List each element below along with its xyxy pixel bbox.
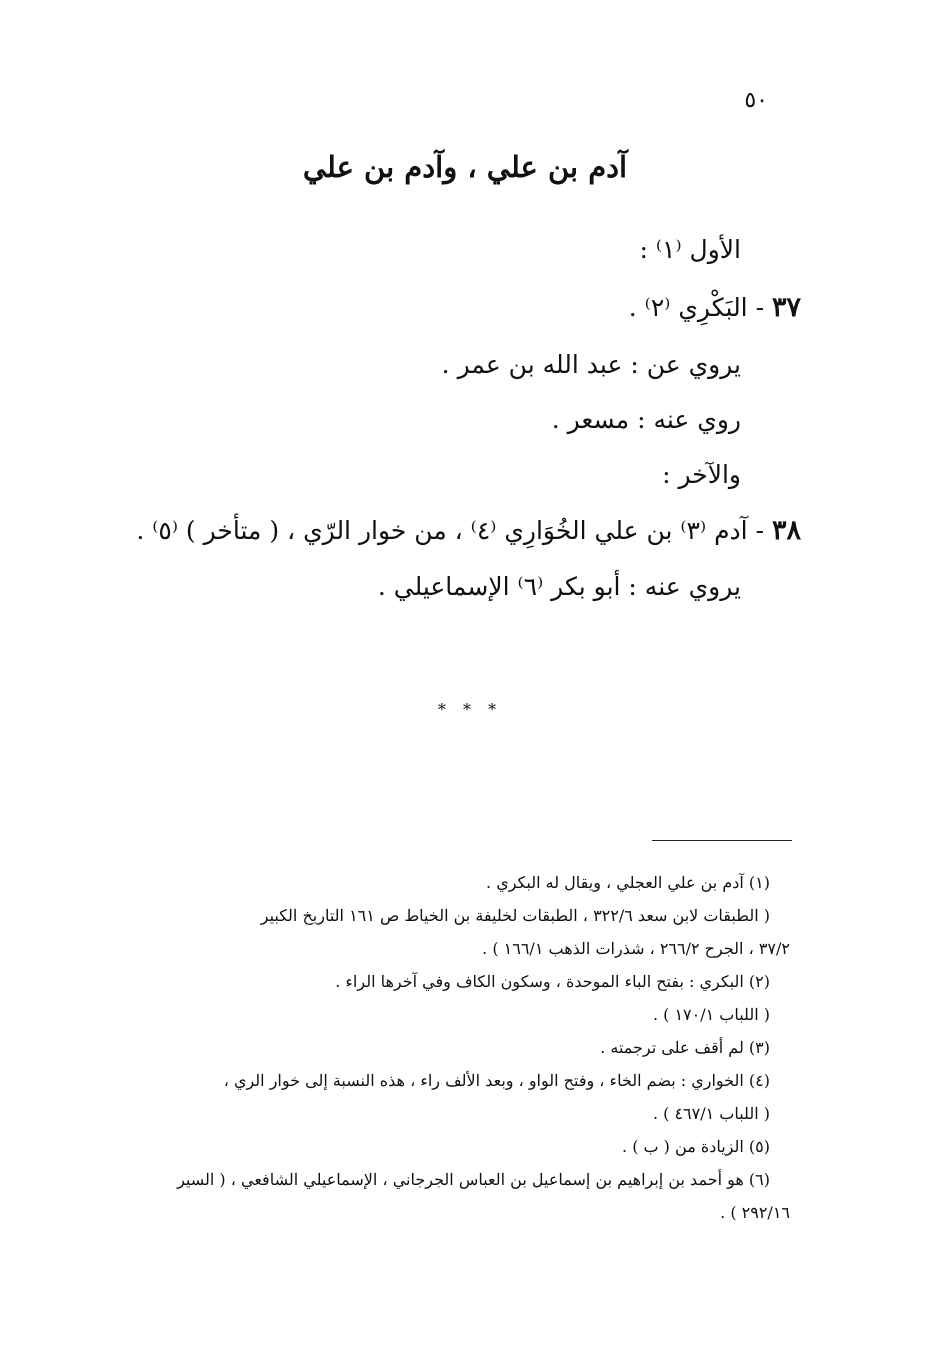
footnote-1-ref: ( الطبقات لابن سعد ٣٢٢/٦ ، الطبقات لخليفة بن الخياط ص ١٦١ التاريخ الكبير — [260, 906, 770, 925]
footnote-1: (١) آدم بن علي العجلي ، ويقال له البكري . — [486, 873, 770, 892]
entry-37 — [629, 292, 801, 323]
footnotes — [110, 866, 790, 1229]
entry-number-38: ٣٨ — [771, 515, 801, 546]
section-separator: * * * — [437, 700, 503, 719]
footnote-4: (٤) الخواري : بضم الخاء ، وفتح الواو ، وبعد الألف راء ، هذه النسبة إلى خوار الري ، — [223, 1071, 770, 1090]
footnote-6: (٦) هو أحمد بن إبراهيم بن إسماعيل بن العباس الجرجاني ، الإسماعيلي الشافعي ، ( السير — [177, 1170, 770, 1189]
footnote-1-ref-cont: ٣٧/٢ ، الجرح ٢٦٦/٢ ، شذرات الذهب ١٦٦/١ ) . — [482, 939, 790, 958]
footnote-divider — [652, 840, 792, 841]
footnote-5: (٥) الزيادة من ( ب ) . — [622, 1137, 770, 1156]
entry-number-37: ٣٧ — [771, 292, 801, 323]
entry-title: آدم بن علي ، وآدم بن علي — [302, 150, 628, 184]
footnote-6-cont: ٢٩٢/١٦ ) . — [720, 1203, 790, 1222]
footnote-4-ref: ( اللباب ٤٦٧/١ ) . — [652, 1104, 770, 1123]
footnote-2: (٢) البكري : بفتح الباء الموحدة ، وسكون الكاف وفي آخرها الراء . — [335, 972, 770, 991]
narrated-by-line-2: يروي عنه : أبو بكر ⁽٦⁾ الإسماعيلي . — [377, 572, 741, 601]
entry-37-text: - البَكْرِي ⁽٢⁾ . — [628, 293, 765, 322]
first-person-heading: الأول ⁽١⁾ : — [639, 235, 741, 264]
entry-38-text: - آدم ⁽٣⁾ بن علي الخُوَارِي ⁽٤⁾ ، من خوار الرّي ، ( متأخر ) ⁽٥⁾ . — [136, 516, 765, 545]
second-person-heading: والآخر : — [662, 460, 741, 489]
page-number: ٥٠ — [744, 88, 768, 113]
narrated-by-line: روي عنه : مسعر . — [551, 405, 741, 434]
footnote-2-ref: ( اللباب ١٧٠/١ ) . — [652, 1005, 770, 1024]
entry-38 — [136, 515, 801, 546]
footnote-3: (٣) لم أقف على ترجمته . — [600, 1038, 770, 1057]
narrates-from-line: يروي عن : عبد الله بن عمر . — [441, 350, 741, 379]
